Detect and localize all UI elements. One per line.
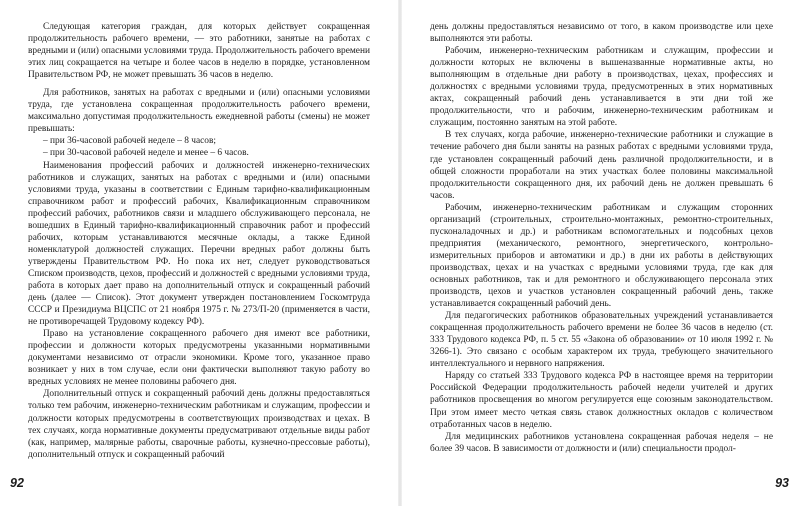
right-page xyxy=(400,0,800,506)
paragraph: Рабочим, инженерно-техническим работникам и служащим, профессии и должности которых не включены в вышеназванные нормативные акты, но выполняющим в отдельные дни работу в производствах, цехах, профессиях и должностях с вредными условиями труда, предусмотренных в этих нормативных актах, сокращенный рабочий день устанавливается в эти дни той же продолжительности, что и рабочим, инженерно-техническим работникам и служащим, постоянно занятым на этой работе. xyxy=(430,46,773,129)
paragraph: Для педагогических работников образовательных учреждений устанавливается сокращенная продолжительность рабочего времени не более 36 часов в неделю (ст. 333 Трудового кодекса РФ, п. 5 ст. 55 «Закона об образовании» от 10 июля 1992 г. № 3266-1). Это связано с особым характером их труда, требующего значительного интеллектуального и нервного напряжения. xyxy=(430,311,773,370)
paragraph: день должны предоставляться независимо от того, в каком производстве или цехе выполняются эти работы. xyxy=(430,22,773,45)
page-number: 93 xyxy=(775,476,789,490)
paragraph: Дополнительный отпуск и сокращенный рабочий день должны предоставляться только тем рабочим, инженерно-техническим работникам и служащим, профессии и должности которых предусмотрены в соответствующих производствах и цехах. В тех случаях, когда нормативные документы предусматривают отдельные виды работ (как, например, малярные работы, сварочные работы, кузнечно-прессовые работы), дополнительный отпуск и сокращенный рабочий xyxy=(28,389,370,460)
list-item: – при 30-часовой рабочей неделе и менее – 6 часов. xyxy=(43,148,249,159)
paragraph: Наряду со статьей 333 Трудового кодекса РФ в настоящее время на территории Российской Федерации продолжительность рабочей недели учителей и других работников просвещения во многом регулируется еще союзным законодательством. При этом имеет место четкая связь ставок должностных окладов с количеством отработанных часов в неделю. xyxy=(430,371,773,430)
paragraph: Следующая категория граждан, для которых действует сокращенная продолжительность рабочего времени, — это работники, занятые на работах с вредными и (или) опасными условиями труда. Продолжительность рабочего времени этих лиц сокращается на четыре и более часов в неделю в порядке, установленном Правительством РФ, не может превышать 36 часов в неделю. xyxy=(28,22,370,81)
page-number: 92 xyxy=(10,476,24,490)
right-page-text xyxy=(430,21,773,455)
left-page-text xyxy=(28,21,370,461)
paragraph: Для работников, занятых на работах с вредными и (или) опасными условиями труда, где установлена сокращенная продолжительность рабочего времени, максимально допустимая продолжительность ежедневной работы (смены) не может превышать: xyxy=(28,88,370,135)
paragraph: Наименования профессий рабочих и должностей инженерно-технических работников и служащих, занятых на работах с вредными и (или) опасными условиями труда, указаны в соответствии с Единым тарифно-квалификационным справочником работ и профессий рабочих, Квалификационным справочником профессий рабочих, работников связи и младшего обслуживающего персонала, не вошедших в Единый тарифно-квалификационный справочник работ и профессий рабочих, которым устанавливаются месячные оклады, а также Единой номенклатурой должностей служащих. Перечни вредных работ должны быть утверждены Правительством РФ. Но пока их нет, следует руководствоваться Списком производств, цехов, профессий и должностей с вредными условиями труда, работа в которых дает право на дополнительный отпуск и сокращенный рабочий день (далее — Список). Этот документ утвержден постановлением Госкомтруда СССР и Президиума ВЦСПС от 21 ноября 1975 г. № 273/П-20 (применяется в части, не противоречащей Трудовому кодексу РФ). xyxy=(28,160,370,328)
paragraph: Право на установление сокращенного рабочего дня имеют все работники, профессии и должности которых предусмотрены указанными нормативными документами независимо от отрасли экономики. Кроме того, указанное право возникает у них в том случае, если они фактически выполняют такую работу во вредных условиях не менее половины рабочего дня. xyxy=(28,329,370,388)
paragraph: В тех случаях, когда рабочие, инженерно-технические работники и служащие в течение рабочего дня были заняты на разных работах с вредными условиями труда, где установлен сокращенный рабочий день различной продолжительности, и в общей сложности проработали на этих участках более половины максимальной продолжительности сокращенного дня, их рабочий день не должен превышать 6 часов. xyxy=(430,130,773,201)
list-item: – при 36-часовой рабочей неделе – 8 часов; xyxy=(43,136,217,147)
paragraph: Рабочим, инженерно-техническим работникам и служащим сторонних организаций (строительных, строительно-монтажных, ремонтно-строительных, пусконаладочных и др.) и работникам вспомогательных и подсобных цехов предприятия (механического, ремонтного, энергетического, контрольно-измерительных приборов и автоматики и др.) в дни их работы в действующих производствах, цехах и на участках с вредными условиями труда, где как для основных работников, так и для ремонтного и обслуживающего персонала этих производств, цехов и участков установлен сокращенный рабочий день, также устанавливается сокращенный рабочий день. xyxy=(430,202,773,310)
paragraph: Для медицинских работников установлена сокращенная рабочая неделя – не более 39 часов. В зависимости от должности и (или) специальности продол- xyxy=(430,431,773,454)
